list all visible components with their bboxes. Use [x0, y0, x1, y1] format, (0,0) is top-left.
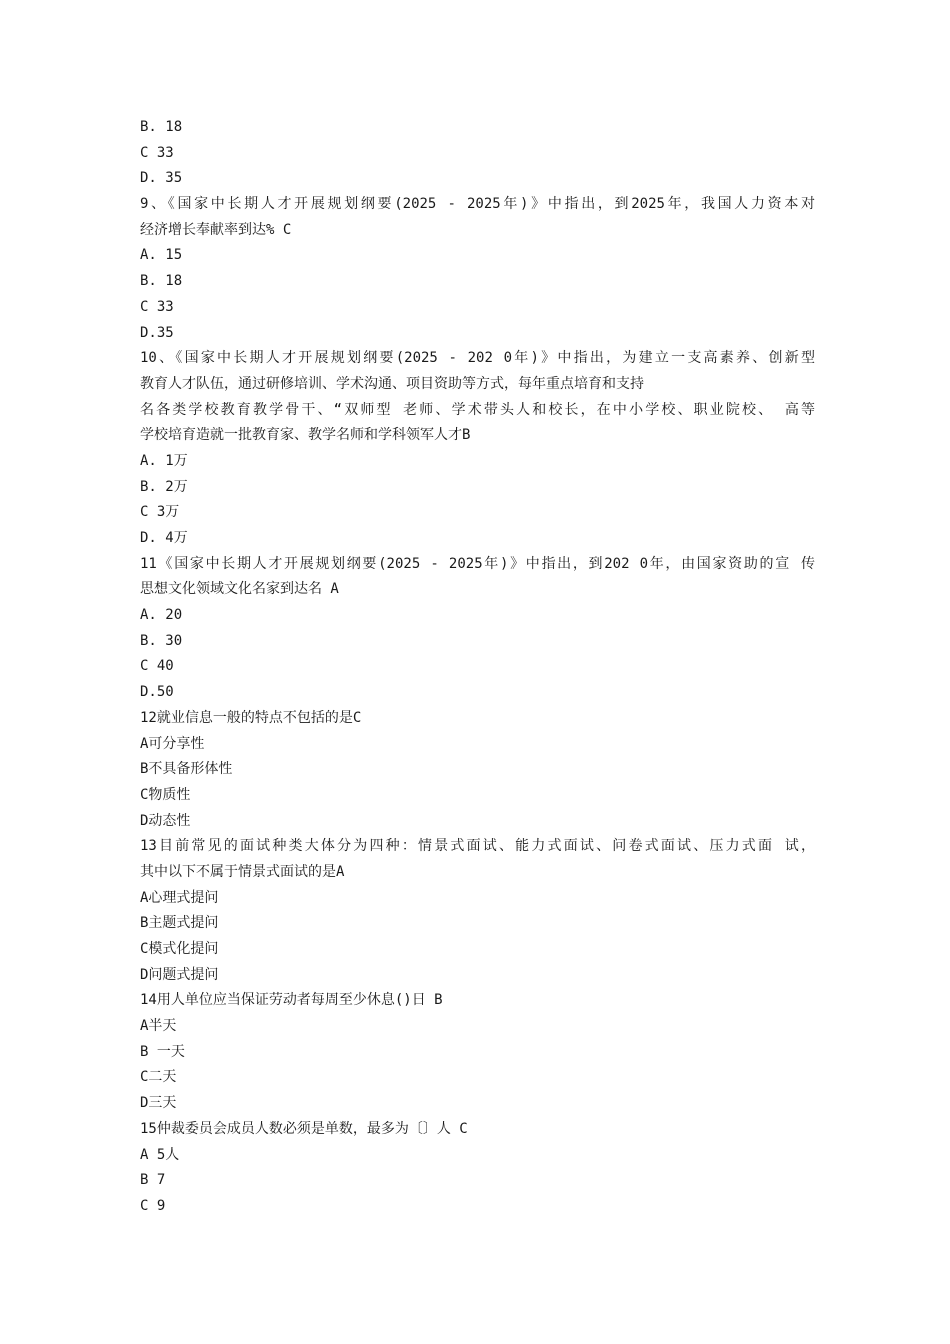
text-line: C二天 [140, 1069, 177, 1086]
text-line: C 33 [140, 298, 174, 315]
text-line: B. 18 [140, 273, 183, 290]
question-9-line: 9、《国家中长期人才开展规划纲要(2025 - 2025年)》中指出，到2025年，我国人力资本对 [140, 196, 815, 213]
document-body [140, 115, 815, 1220]
text-line: D.50 [140, 684, 174, 701]
text-line: C 3万 [140, 504, 180, 521]
text-line: C模式化提问 [140, 941, 219, 957]
text-line: 名各类学校教育教学骨干、“双师型 老师、学术带头人和校长，在中小学校、职业院校、 高等 [140, 401, 815, 418]
question-11-line: 11《国家中长期人才开展规划纲要(2025 - 2025年)》中指出，到202 0年，由国家资助的宣 传 [140, 555, 815, 572]
text-line: A心理式提问 [140, 889, 219, 906]
question-10-line: 10、《国家中长期人才开展规划纲要(2025 - 202 0年)》中指出，为建立一支高素养、创新型 [140, 350, 815, 367]
text-line: B. 2万 [140, 478, 188, 495]
text-line: A. 15 [140, 247, 183, 264]
text-line: A半天 [140, 1018, 177, 1035]
text-line: C 33 [140, 144, 174, 161]
text-line: 思想文化领域文化名家到达名 A [140, 581, 339, 598]
text-line: D三天 [140, 1095, 177, 1112]
text-line: D动态性 [140, 812, 191, 829]
question-14-line: 14用人单位应当保证劳动者每周至少休息()日 B [140, 992, 443, 1009]
question-13-line: 13目前常见的面试种类大体分为四种：情景式面试、能力式面试、问卷式面试、压力式面 试， [140, 838, 815, 855]
text-line: B. 18 [140, 119, 183, 135]
text-line: C 40 [140, 658, 174, 675]
text-line: B. 30 [140, 632, 183, 649]
text-line: B不具备形体性 [140, 761, 233, 778]
text-line: D.35 [140, 324, 174, 341]
text-line: A可分享性 [140, 735, 205, 752]
text-line: 其中以下不属于情景式面试的是A [140, 863, 345, 880]
text-line: B 7 [140, 1172, 166, 1189]
text-line: C 9 [140, 1197, 166, 1214]
text-line: B主题式提问 [140, 915, 219, 932]
question-15-line: 15仲裁委员会成员人数必须是单数，最多为〔〕人 C [140, 1120, 468, 1137]
text-line: D问题式提问 [140, 966, 219, 983]
text-line: D. 35 [140, 170, 183, 187]
text-line: A 5人 [140, 1146, 180, 1163]
text-line: D. 4万 [140, 530, 188, 546]
text-line: A. 20 [140, 607, 183, 624]
text-line: 经济增长奉献率到达% C [140, 221, 292, 238]
question-12-line: 12就业信息一般的特点不包括的是C [140, 709, 362, 726]
text-line: B 一天 [140, 1043, 185, 1060]
text-line: C物质性 [140, 786, 191, 803]
text-line: 学校培育造就一批教育家、教学名师和学科领军人才B [140, 427, 471, 444]
text-line: 教育人才队伍，通过研修培训、学术沟通、项目资助等方式，每年重点培育和支持 [140, 375, 644, 392]
text-line: A. 1万 [140, 452, 188, 469]
